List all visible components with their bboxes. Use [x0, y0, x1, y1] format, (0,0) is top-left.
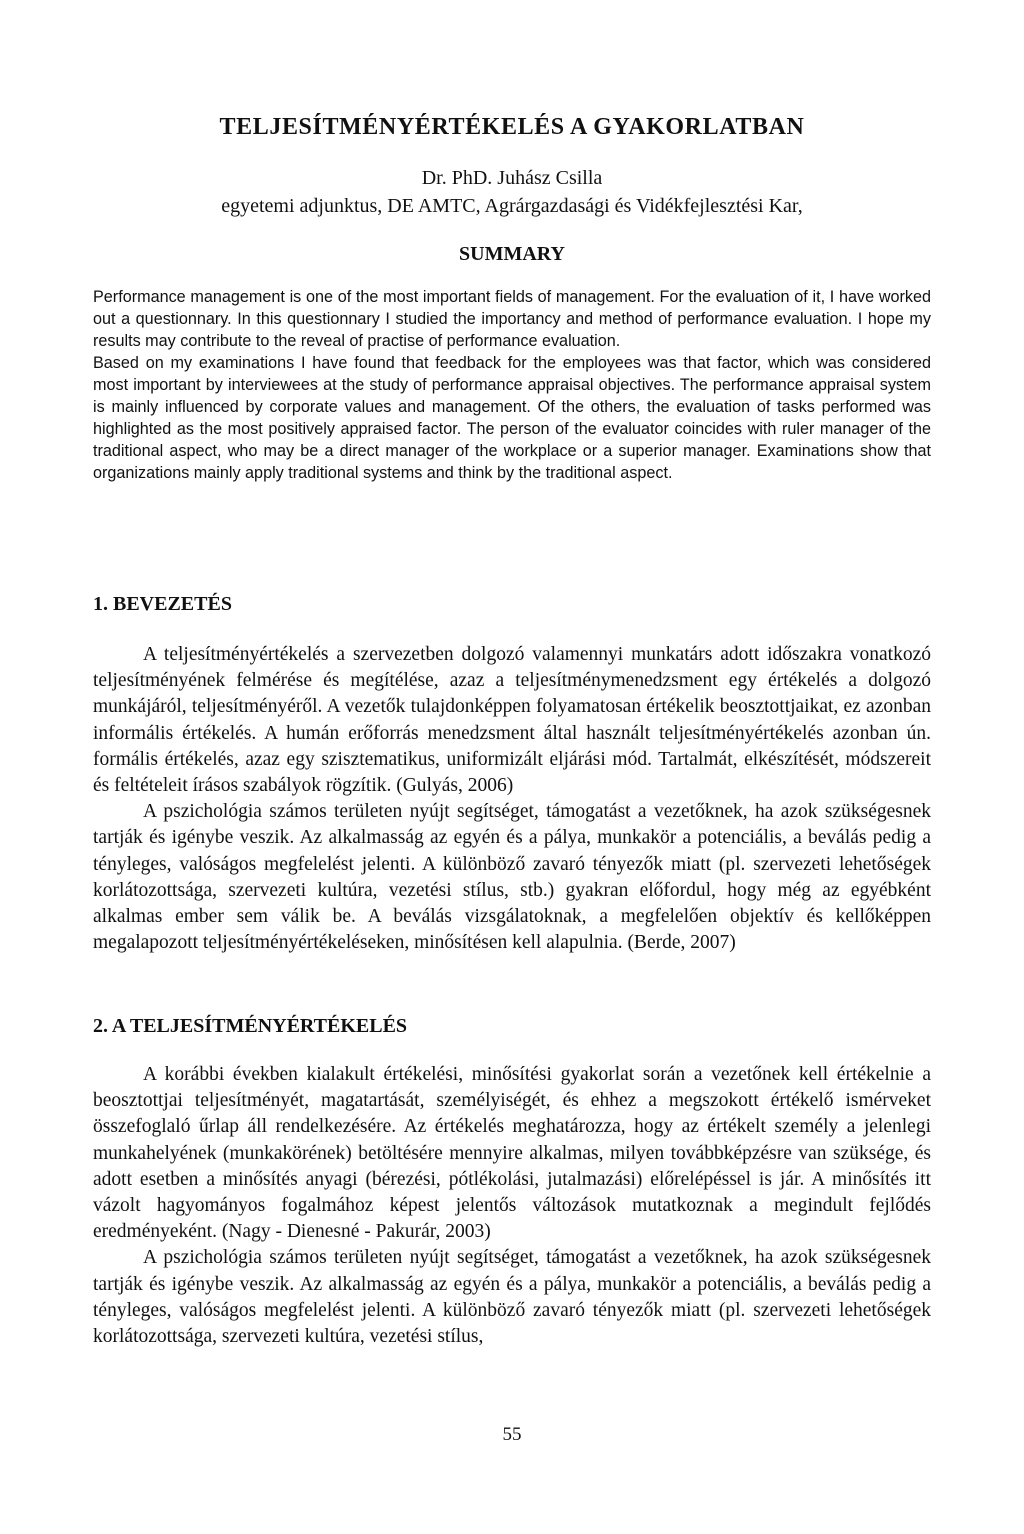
summary-heading: SUMMARY [459, 243, 565, 265]
paper-title: TELJESÍTMÉNYÉRTÉKELÉS A GYAKORLATBAN [219, 114, 805, 140]
body-paragraph: A pszichológia számos területen nyújt segítséget, támogatást a vezetőknek, ha azok szükségesnek tartják és igénybe veszik. Az alkalmasság az egyén és a pálya, munkakör a potenciális, a beválás pedig a tényleges, valóságos megfelelést jelenti. A különböző zavaró tényezők miatt (pl. szervezeti lehetőségek korlátozottsága, szervezeti kultúra, vezetési stílus, [93, 1247, 931, 1348]
section-heading-introduction: 1. BEVEZETÉS [93, 593, 232, 615]
section-body-introduction [93, 642, 931, 956]
body-paragraph: A pszichológia számos területen nyújt segítséget, támogatást a vezetőknek, ha azok szükségesnek tartják és igénybe veszik. Az alkalmasság az egyén és a pálya, munkakör a potenciális, a beválás pedig a tényleges, valóságos megfelelést jelenti. A különböző zavaró tényezők miatt (pl. szervezeti lehetőségek korlátozottsága, szervezeti kultúra, vezetési stílus, stb.) gyakran előfordul, hogy még az egyébként alkalmas ember sem válik be. A beválás vizsgálatoknak, a megfelelően objektív és kellőképpen megalapozott teljesítményértékeléseken, minősítésen kell alapulnia. (Berde, 2007) [93, 801, 931, 954]
author-name: Dr. PhD. Juhász Csilla [421, 167, 603, 189]
summary-body [93, 286, 931, 484]
section-heading-performance-evaluation: 2. A TELJESÍTMÉNYÉRTÉKELÉS [93, 1015, 408, 1037]
body-paragraph: A teljesítményértékelés a szervezetben dolgozó valamennyi munkatárs adott időszakra vonatkozó teljesítményének felmérése és megítélése, azaz a teljesítménymenedzsment egy értékelés a dolgozó munkájáról, teljesítményéről. A vezetők tulajdonképpen folyamatosan értékelik beosztottjaikat, ez azonban informális értékelés. A humán erőforrás menedzsment által használt teljesítményértékelés azonban ún. formális értékelés, azaz egy szisztematikus, uniformizált eljárási mód. Tartalmát, elkészítését, módszereit és feltételeit írásos szabályok rögzítik. (Gulyás, 2006) [93, 644, 931, 797]
body-paragraph: A korábbi években kialakult értékelési, minősítési gyakorlat során a vezetőnek kell értékelnie a beosztottjai teljesítményét, magatartását, személyiségét, és ehhez a megszokott értékelő ismérveket összefoglaló űrlap áll rendelkezésére. Az értékelés meghatározza, hogy az értékelt személy a jelenlegi munkahelyének (munkakörének) betöltésére mennyire alkalmas, milyen továbbképzésre van szüksége, és adott esetben a minősítés anyagi (bérezési, pótlékolási, jutalmazási) előrelépéssel is jár. A minősítés itt vázolt hagyományos fogalmához képest jelentős változások mutatkoznak a megindult fejlődés eredményeként. (Nagy - Dienesné - Pakurár, 2003) [93, 1064, 931, 1243]
summary-paragraph-1: Performance management is one of the most important fields of management. For the evaluation of it, I have worked out a questionnary. In this questionnary I studied the importancy and method of performance evaluation. I hope my results may contribute to the reveal of practise of performance evaluation. [93, 288, 931, 350]
page-number: 55 [502, 1424, 522, 1445]
section-body-performance-evaluation [93, 1062, 931, 1350]
summary-paragraph-2: Based on my examinations I have found that feedback for the employees was that factor, which was considered most important by interviewees at the study of performance appraisal objectives. The performance appraisal system is mainly influenced by corporate values and management. Of the others, the evaluation of tasks performed was highlighted as the most positively appraised factor. The person of the evaluator coincides with ruler manager of the traditional aspect, who may be a direct manager of the workplace or a superior manager. Examinations show that organizations mainly apply traditional systems and think by the traditional aspect. [93, 354, 931, 482]
author-affiliation: egyetemi adjunktus, DE AMTC, Agrárgazdasági és Vidékfejlesztési Kar, [221, 195, 803, 217]
